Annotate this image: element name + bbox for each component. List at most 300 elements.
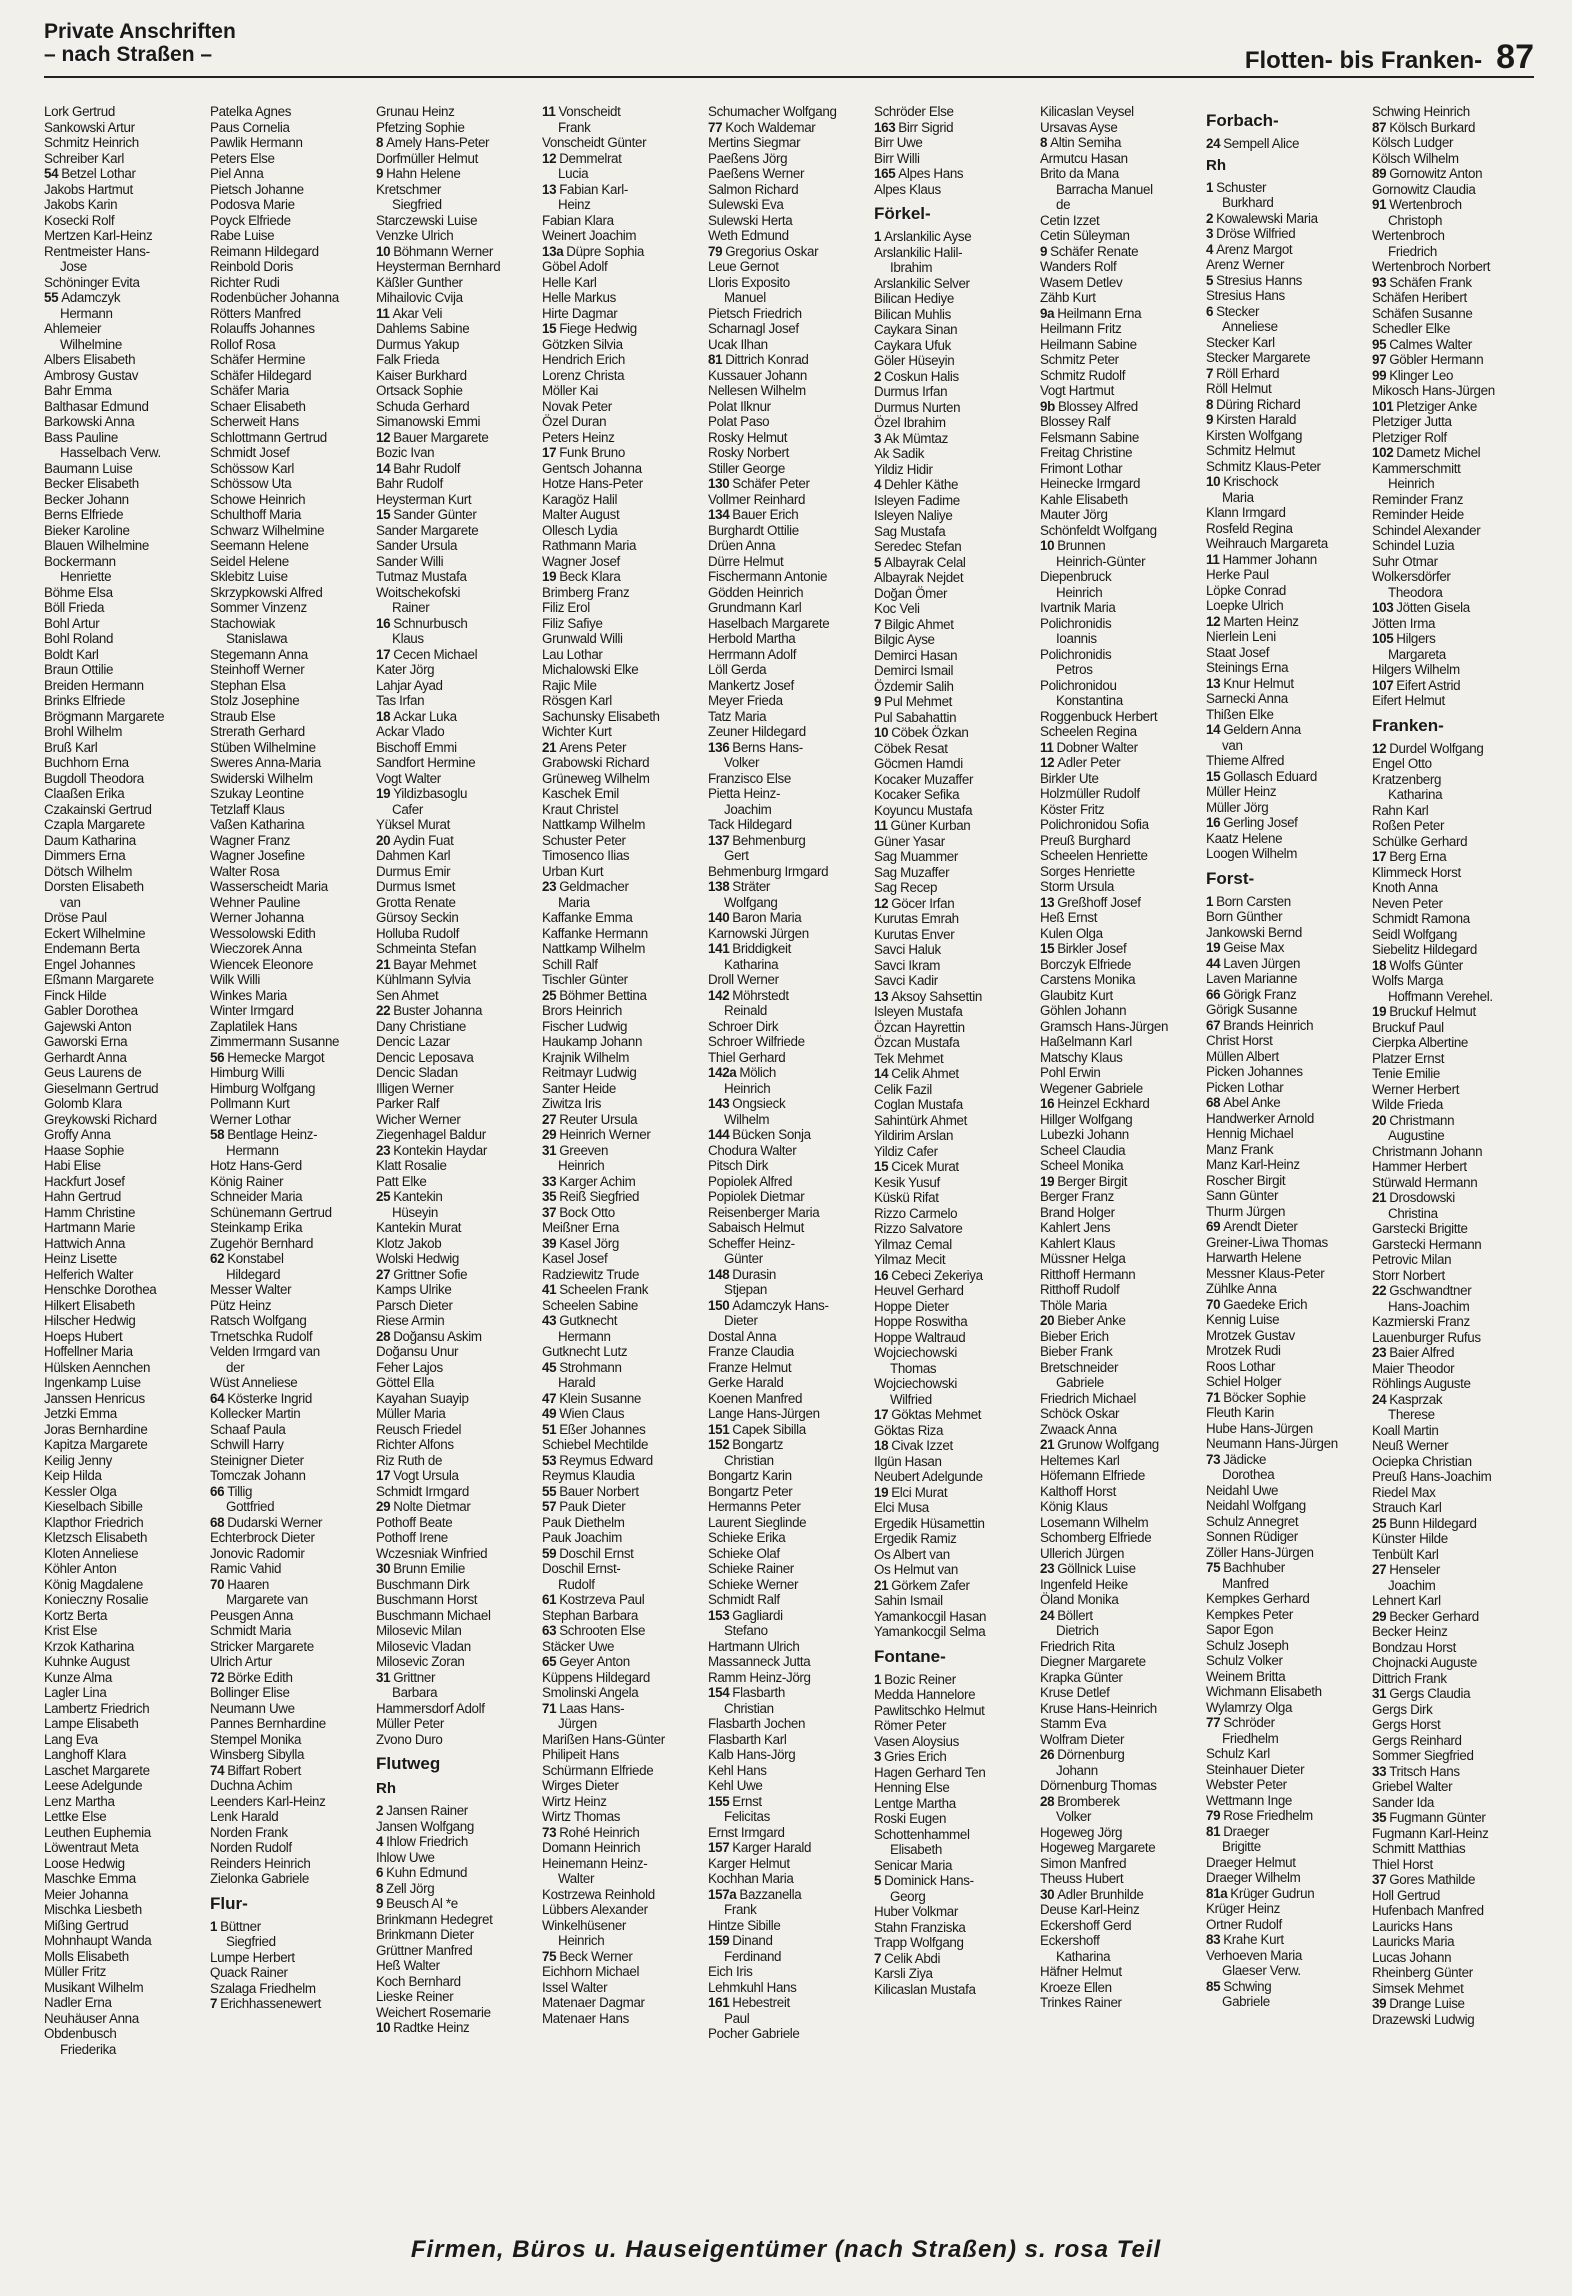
resident-entry	[708, 1174, 870, 1190]
resident-name: Alpes Hans	[898, 166, 964, 181]
house-number: 1	[210, 1918, 218, 1934]
resident-entry	[1206, 1979, 1368, 1995]
resident-entry	[874, 446, 1036, 462]
resident-name: Harwarth Helene	[1206, 1250, 1302, 1265]
resident-name: Thiel Gerhard	[708, 1049, 786, 1065]
resident-name: Velden Irmgard van	[210, 1344, 320, 1359]
resident-name: Bruckuf Paul	[1372, 1019, 1444, 1035]
resident-name: Schröder	[1223, 1715, 1275, 1730]
house-number: 29	[1372, 1608, 1387, 1624]
resident-name: Wilhelm	[724, 1111, 770, 1127]
resident-entry	[210, 771, 372, 787]
resident-name: Geise Max	[1223, 940, 1285, 955]
house-number: 79	[708, 243, 723, 259]
resident-name: Böhme Elsa	[44, 584, 113, 600]
resident-entry	[1206, 257, 1368, 273]
resident-name: Sahintürk Ahmet	[874, 1112, 968, 1128]
resident-entry	[1206, 1638, 1368, 1654]
resident-name: Steinkamp Erika	[210, 1220, 303, 1235]
resident-name: Becker Heinz	[1372, 1624, 1448, 1639]
resident-entry	[542, 1344, 704, 1360]
resident-entry	[1206, 1591, 1368, 1607]
house-number: 3	[874, 1749, 882, 1764]
resident-name: Friedrich	[1388, 243, 1437, 259]
resident-name: Wilhelmine	[60, 336, 122, 352]
resident-name: Mertins Siegmar	[708, 135, 801, 150]
resident-entry	[376, 321, 538, 337]
resident-entry	[542, 1701, 704, 1717]
resident-name: Lenz Martha	[44, 1793, 115, 1809]
resident-name: Grundmann Karl	[708, 600, 802, 615]
resident-entry	[376, 802, 538, 818]
resident-entry	[874, 911, 1036, 927]
resident-entry	[210, 1329, 372, 1345]
resident-entry	[1040, 1933, 1202, 1949]
house-number: 87	[1372, 119, 1387, 135]
resident-name: Mischka Liesbeth	[44, 1902, 142, 1917]
resident-entry	[44, 1685, 206, 1701]
resident-entry	[708, 383, 870, 399]
resident-entry	[1040, 1329, 1202, 1345]
resident-name: Paeßens Jörg	[708, 150, 788, 166]
resident-name: Tutmaz Mustafa	[376, 569, 467, 584]
resident-entry	[1040, 1995, 1202, 2011]
resident-name: Cetin Izzet	[1040, 212, 1100, 228]
resident-name: Arslankilic Halil-	[874, 244, 963, 260]
resident-entry	[376, 1034, 538, 1050]
resident-entry	[44, 755, 206, 771]
resident-name: Riese Armin	[376, 1313, 445, 1328]
resident-entry	[1040, 709, 1202, 725]
resident-name: Kantekin Murat	[376, 1220, 462, 1235]
resident-entry	[1040, 1685, 1202, 1701]
resident-name: Dametz Michel	[1396, 445, 1481, 460]
resident-entry	[1372, 275, 1534, 291]
resident-name: Klapthor Friedrich	[44, 1514, 144, 1530]
resident-name: Fischer Ludwig	[542, 1018, 628, 1034]
resident-name: Seemann Helene	[210, 538, 309, 553]
resident-entry	[542, 895, 704, 911]
resident-entry	[376, 1112, 538, 1128]
resident-name: Lorenz Christa	[542, 367, 625, 383]
resident-entry	[1372, 1361, 1534, 1377]
resident-entry	[376, 259, 538, 275]
resident-entry	[874, 1920, 1036, 1936]
resident-name: Eifert Helmut	[1372, 693, 1445, 708]
resident-entry	[542, 1019, 704, 1035]
house-number: 23	[1040, 1561, 1055, 1576]
resident-entry	[1040, 1174, 1202, 1190]
resident-name: Kasel Josef	[542, 1251, 608, 1266]
resident-name: Dieter	[724, 1313, 758, 1328]
house-number: 89	[1372, 166, 1387, 181]
resident-entry	[1372, 803, 1534, 819]
resident-entry	[1372, 476, 1534, 492]
resident-entry	[542, 1065, 704, 1081]
resident-name: Hahn Gertrud	[44, 1189, 121, 1204]
resident-entry	[542, 1902, 704, 1918]
resident-name: Neumann Uwe	[210, 1700, 295, 1716]
resident-entry	[1372, 1965, 1534, 1981]
resident-entry	[542, 616, 704, 632]
resident-entry	[708, 1391, 870, 1407]
resident-name: Eckershoff Gerd	[1040, 1917, 1132, 1933]
resident-entry	[210, 492, 372, 508]
resident-entry	[210, 1344, 372, 1360]
resident-entry	[1040, 1499, 1202, 1515]
resident-name: Stephan Barbara	[542, 1607, 638, 1623]
house-number: 66	[1206, 986, 1221, 1002]
resident-name: Popiolek Alfred	[708, 1173, 793, 1189]
resident-name: Siegfried	[226, 1934, 276, 1949]
resident-entry	[1372, 942, 1534, 958]
resident-name: Schulz Joseph	[1206, 1637, 1289, 1653]
resident-name: Petrovic Milan	[1372, 1252, 1452, 1267]
resident-name: Hagen Gerhard Ten	[874, 1764, 986, 1780]
resident-name: Beusch Al *e	[386, 1896, 458, 1911]
resident-name: Dittrich Konrad	[725, 352, 809, 367]
resident-name: Scheelen Sabine	[542, 1297, 639, 1313]
house-number: 73	[1206, 1451, 1221, 1467]
resident-name: Güner Yasar	[874, 833, 945, 849]
resident-entry	[1040, 1453, 1202, 1469]
resident-entry	[874, 1609, 1036, 1625]
resident-name: Gottfried	[226, 1499, 275, 1514]
resident-entry	[1040, 244, 1202, 260]
resident-entry	[708, 430, 870, 446]
resident-name: Balthasar Edmund	[44, 398, 149, 414]
resident-name: Coskun Halis	[884, 368, 959, 384]
resident-entry	[542, 972, 704, 988]
resident-entry	[1372, 1392, 1534, 1408]
resident-entry	[1372, 1795, 1534, 1811]
resident-name: Kocaker Muzaffer	[874, 771, 974, 787]
resident-entry	[376, 554, 538, 570]
house-number: 105	[1372, 631, 1394, 646]
resident-entry	[1372, 554, 1534, 570]
resident-name: Yilmaz Mecit	[874, 1252, 946, 1267]
house-number: 5	[874, 1873, 882, 1888]
resident-name: Böll Frieda	[44, 600, 105, 615]
resident-name: Demirci Ismail	[874, 663, 954, 678]
resident-entry	[1040, 1484, 1202, 1500]
resident-entry	[542, 647, 704, 663]
resident-entry	[1040, 1065, 1202, 1081]
resident-name: Richter Alfons	[376, 1437, 454, 1452]
resident-name: Loepke Ulrich	[1206, 598, 1284, 613]
resident-name: Schindel Alexander	[1372, 522, 1481, 538]
resident-name: Hattwich Anna	[44, 1235, 126, 1251]
resident-name: Polichronidou Sofia	[1040, 817, 1149, 832]
resident-entry	[44, 290, 206, 306]
resident-entry	[874, 182, 1036, 198]
resident-entry	[44, 414, 206, 430]
resident-name: Düring Richard	[1216, 396, 1301, 412]
resident-name: Löwentraut Meta	[44, 1840, 139, 1855]
resident-entry	[542, 1546, 704, 1562]
resident-entry	[708, 1251, 870, 1267]
resident-name: Margareta	[1388, 646, 1446, 662]
house-number: 25	[376, 1189, 391, 1204]
resident-name: Friedrich Rita	[1040, 1638, 1115, 1654]
resident-entry	[708, 1096, 870, 1112]
resident-name: Mißing Gertrud	[44, 1917, 129, 1933]
house-number: 65	[542, 1654, 557, 1669]
resident-name: Radziewitz Trude	[542, 1266, 640, 1282]
resident-name: Roos Lothar	[1206, 1358, 1276, 1374]
resident-entry	[376, 616, 538, 632]
resident-name: Bieker Karoline	[44, 522, 130, 538]
house-number: 70	[1206, 1296, 1221, 1312]
resident-entry	[210, 1220, 372, 1236]
resident-name: Gieselmann Gertrud	[44, 1080, 159, 1096]
resident-name: Hillger Wolfgang	[1040, 1111, 1133, 1127]
resident-entry	[376, 104, 538, 120]
resident-entry	[1206, 211, 1368, 227]
resident-name: Suhr Otmar	[1372, 553, 1438, 569]
resident-entry	[874, 586, 1036, 602]
resident-name: Göttel Ella	[376, 1375, 434, 1390]
resident-entry	[1372, 1190, 1534, 1206]
resident-entry	[708, 275, 870, 291]
house-number: 24	[1040, 1607, 1055, 1623]
resident-name: Augustine	[1388, 1128, 1445, 1143]
resident-name: Hilkert Elisabeth	[44, 1297, 135, 1313]
resident-name: Jankowski Bernd	[1206, 924, 1302, 940]
resident-name: Szukay Leontine	[210, 786, 304, 801]
resident-entry	[1372, 1903, 1534, 1919]
resident-entry	[44, 321, 206, 337]
resident-entry	[874, 927, 1036, 943]
house-number: 6	[1206, 303, 1214, 319]
resident-entry	[1206, 1343, 1368, 1359]
resident-name: Kunze Alma	[44, 1669, 112, 1685]
resident-name: Wehner Pauline	[210, 894, 301, 910]
resident-name: Bilgic Ahmet	[884, 616, 954, 632]
resident-name: Altin Semiha	[1050, 135, 1122, 150]
resident-name: Kilicaslan Veysel	[1040, 104, 1134, 119]
house-number: 11	[874, 818, 888, 833]
resident-entry	[1040, 957, 1202, 973]
house-number: 95	[1372, 336, 1387, 352]
resident-entry	[376, 228, 538, 244]
resident-name: Dehler Käthe	[884, 477, 959, 492]
resident-entry	[708, 1344, 870, 1360]
resident-entry	[1206, 1545, 1368, 1561]
resident-name: Wirges Dieter	[542, 1778, 619, 1793]
house-number: 55	[44, 290, 59, 305]
resident-entry	[210, 957, 372, 973]
resident-name: Savci Haluk	[874, 942, 941, 957]
resident-entry	[1372, 1655, 1534, 1671]
resident-entry	[376, 151, 538, 167]
resident-name: Paus Cornelia	[210, 119, 290, 135]
resident-entry	[1040, 941, 1202, 957]
resident-entry	[1372, 1206, 1534, 1222]
resident-entry	[210, 290, 372, 306]
resident-name: Franze Claudia	[708, 1344, 794, 1359]
resident-name: Schill Ralf	[542, 956, 598, 972]
resident-name: Birkler Josef	[1057, 941, 1127, 956]
resident-entry	[1372, 1004, 1534, 1020]
resident-entry	[1040, 1360, 1202, 1376]
resident-entry	[1040, 1096, 1202, 1112]
resident-name: Christian	[724, 1452, 774, 1468]
resident-entry	[376, 383, 538, 399]
resident-name: Cierpka Albertine	[1372, 1035, 1469, 1050]
resident-entry	[1206, 1374, 1368, 1390]
resident-entry	[708, 337, 870, 353]
resident-entry	[1372, 337, 1534, 353]
resident-name: Löpke Conrad	[1206, 582, 1286, 598]
resident-entry	[1040, 802, 1202, 818]
resident-entry	[708, 1003, 870, 1019]
resident-name: Schieke Werner	[708, 1576, 799, 1592]
resident-entry	[708, 1902, 870, 1918]
resident-name: Zell Jörg	[386, 1880, 435, 1896]
resident-entry	[708, 631, 870, 647]
resident-name: Born Günther	[1206, 909, 1283, 924]
house-number: 159	[708, 1933, 730, 1948]
resident-name: Gergs Dirk	[1372, 1701, 1433, 1717]
resident-entry	[1206, 583, 1368, 599]
resident-name: Becker Johann	[44, 491, 129, 507]
resident-name: Reminder Franz	[1372, 491, 1464, 507]
resident-entry	[1206, 521, 1368, 537]
resident-entry	[1040, 1732, 1202, 1748]
resident-name: Cecen Michael	[393, 646, 478, 662]
resident-name: Barracha Manuel	[1056, 181, 1153, 197]
resident-entry	[1372, 1872, 1534, 1888]
resident-entry	[1206, 800, 1368, 816]
resident-name: Arenz Werner	[1206, 257, 1285, 272]
resident-name: Beck Klara	[559, 569, 621, 584]
resident-entry	[44, 1918, 206, 1934]
resident-entry	[1206, 894, 1368, 910]
resident-entry	[1206, 1607, 1368, 1623]
resident-entry	[874, 1221, 1036, 1237]
resident-entry	[1040, 306, 1202, 322]
resident-entry	[44, 399, 206, 415]
resident-entry	[542, 538, 704, 554]
resident-entry	[44, 1887, 206, 1903]
resident-name: Schwing	[1223, 1978, 1272, 1994]
resident-name: Lentge Martha	[874, 1795, 956, 1811]
resident-name: Herrmann Adolf	[708, 646, 797, 662]
house-number: 17	[1372, 849, 1387, 864]
resident-name: Senicar Maria	[874, 1857, 953, 1873]
resident-entry	[874, 1749, 1036, 1765]
resident-name: Engel Otto	[1372, 756, 1432, 771]
resident-entry	[708, 1778, 870, 1794]
resident-entry	[210, 1143, 372, 1159]
resident-entry	[210, 1468, 372, 1484]
resident-entry	[1206, 1855, 1368, 1871]
resident-entry	[874, 1718, 1036, 1734]
resident-name: Johann	[1056, 1762, 1098, 1778]
resident-name: Armutcu Hasan	[1040, 150, 1128, 166]
resident-entry	[1040, 1825, 1202, 1841]
resident-entry	[210, 693, 372, 709]
resident-entry	[542, 166, 704, 182]
house-number: 8	[376, 135, 384, 150]
resident-entry	[44, 1840, 206, 1856]
resident-name: Baier Alfred	[1389, 1345, 1455, 1360]
resident-name: Heß Walter	[376, 1958, 440, 1973]
resident-name: Pauk Joachim	[542, 1530, 622, 1545]
resident-entry	[708, 817, 870, 833]
house-number: 51	[542, 1421, 557, 1437]
resident-entry	[210, 1453, 372, 1469]
resident-name: Kruse Detlef	[1040, 1685, 1110, 1700]
resident-entry	[708, 1499, 870, 1515]
resident-name: Fabian Karl-	[559, 181, 628, 197]
resident-entry	[376, 430, 538, 446]
resident-name: Schäfen Susanne	[1372, 305, 1473, 321]
house-number: 19	[1040, 1173, 1055, 1189]
resident-name: Durmus Yakup	[376, 336, 460, 352]
resident-entry	[376, 120, 538, 136]
resident-name: Freitag Christine	[1040, 445, 1133, 460]
resident-entry	[1372, 120, 1534, 136]
resident-name: Himburg Wolfgang	[210, 1080, 316, 1096]
resident-entry	[874, 353, 1036, 369]
resident-name: Böhmann Werner	[393, 243, 494, 259]
resident-name: Parker Ralf	[376, 1096, 440, 1111]
resident-entry	[708, 1437, 870, 1453]
resident-entry	[874, 834, 1036, 850]
resident-name: Schmidt Maria	[210, 1623, 292, 1638]
resident-entry	[210, 1422, 372, 1438]
resident-name: Bromberek	[1057, 1793, 1120, 1809]
resident-name: Manz Karl-Heinz	[1206, 1157, 1300, 1172]
resident-entry	[1206, 567, 1368, 583]
resident-entry	[1372, 1826, 1534, 1842]
resident-name: Birr Willi	[874, 150, 920, 166]
resident-entry	[1372, 1531, 1534, 1547]
resident-entry	[210, 616, 372, 632]
house-number: 17	[874, 1407, 889, 1422]
house-number: 37	[1372, 1872, 1387, 1887]
resident-name: Feher Lajos	[376, 1359, 443, 1375]
street-heading: Franken-	[1372, 715, 1444, 735]
resident-name: Picken Lothar	[1206, 1079, 1284, 1095]
resident-name: Ahlemeier	[44, 321, 102, 336]
resident-name: Hotz Hans-Gerd	[210, 1158, 302, 1173]
resident-entry	[44, 1282, 206, 1298]
resident-name: Doğan Ömer	[874, 585, 948, 601]
resident-entry	[376, 1834, 538, 1850]
resident-entry	[376, 1127, 538, 1143]
resident-name: Manz Frank	[1206, 1141, 1274, 1157]
resident-name: Beck Werner	[559, 1948, 633, 1964]
resident-entry	[708, 1127, 870, 1143]
resident-entry	[1206, 1142, 1368, 1158]
resident-entry	[542, 1375, 704, 1391]
resident-entry	[1372, 772, 1534, 788]
resident-entry	[44, 1236, 206, 1252]
resident-name: Felicitas	[724, 1809, 770, 1824]
resident-name: Theodora	[1388, 584, 1443, 600]
resident-name: Siegfried	[392, 197, 442, 212]
resident-entry	[1372, 1454, 1534, 1470]
resident-name: Wolfs Günter	[1389, 957, 1463, 973]
resident-name: Pletziger Anke	[1396, 398, 1477, 414]
resident-entry	[708, 1654, 870, 1670]
resident-name: Stahn Franziska	[874, 1919, 966, 1935]
resident-entry	[44, 1933, 206, 1949]
resident-entry	[708, 1282, 870, 1298]
